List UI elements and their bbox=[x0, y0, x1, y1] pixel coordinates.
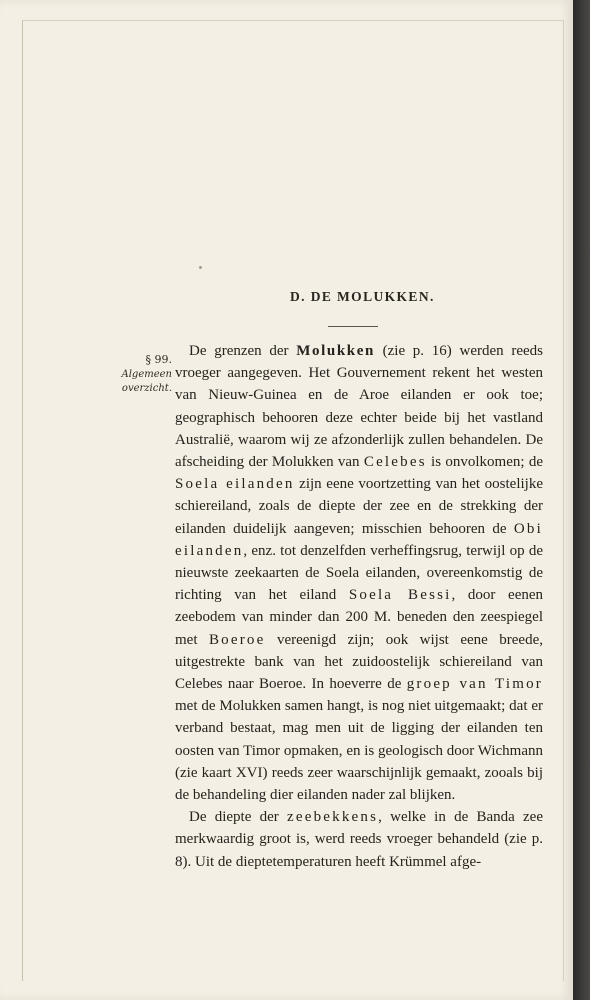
text-run: zijn eene voortzetting van het oostelijke schiereiland, zoals de diepte der zee en de strekking der eilanden duidelijk aangeven; misschien behooren de bbox=[175, 476, 543, 537]
emphasis-molukken: Molukken bbox=[296, 343, 375, 359]
heading-rule bbox=[328, 326, 378, 327]
chapter-heading: D. DE MOLUKKEN. bbox=[290, 289, 435, 304]
emphasis-soela-eilanden: Soela eilanden bbox=[175, 476, 295, 493]
text-run: vereenigd zijn; ook wijst eene breede, uitgestrekte bank van het zuidoostelijk schiereiland van Celebes naar Boeroe. In hoeverre de bbox=[175, 631, 543, 693]
scan-edge bbox=[573, 0, 590, 1000]
section-number: § 99. bbox=[145, 353, 172, 366]
emphasis-boeroe: Boeroe bbox=[208, 631, 266, 648]
text-run: (zie p. 16) werden reeds vroeger aangegeven. Het Gouvernement rekent het westen van Nieuw-Guinea en de Aroe eilanden er ook toe; geographisch behooren deze echter beide bij het vastland Australië, waarom wij ze afzonderlijk zullen behandelen. De afscheiding der Molukken van bbox=[175, 343, 543, 471]
body-text bbox=[175, 340, 543, 873]
text-run: , door eenen zeebodem van minder dan 200 M. beneden den zeespiegel met bbox=[175, 587, 544, 648]
ink-speck bbox=[199, 266, 202, 269]
margin-note bbox=[112, 352, 172, 396]
text-run: De grenzen der bbox=[189, 343, 297, 359]
paragraph-2 bbox=[175, 806, 543, 873]
text-run: is onvolkomen; de bbox=[426, 454, 543, 471]
emphasis-obi-eilanden: Obi eilanden bbox=[175, 520, 543, 559]
emphasis-soela-bessi: Soela Bessi bbox=[348, 587, 452, 604]
text-run: , enz. tot denzelfden verheffingsrug, terwijl op de nieuwste zeekaarten de Soela eilanden, overeenkomstig de richting van het eiland bbox=[175, 542, 543, 604]
emphasis-groep-van-timor: groep van Timor bbox=[406, 676, 543, 693]
emphasis-zeebekkens: zeebekkens bbox=[287, 809, 379, 826]
margin-note-line-1: Algemeen bbox=[121, 369, 172, 380]
text-run: met de Molukken samen hangt, is nog niet uitgemaakt; dat er verband bestaat, mag men uit de ligging der eilanden ten oosten van Timor opmaken, en is geologisch door Wichmann (zie kaart XVI) reeds zeer waarschijnlijk gemaakt, zooals bij de behandeling dier eilanden nader zal blijken. bbox=[175, 698, 543, 804]
margin-note-line-2: overzicht. bbox=[121, 383, 172, 394]
text-run: , welke in de Banda zee merkwaardig groot is, werd reeds vroeger behandeld (zie p. 8). Uit de dieptetemperaturen heeft Krümmel afge- bbox=[175, 809, 543, 870]
text-run: De diepte der bbox=[189, 809, 287, 826]
paragraph-1 bbox=[175, 340, 543, 806]
emphasis-celebes: Celebes bbox=[363, 454, 427, 471]
